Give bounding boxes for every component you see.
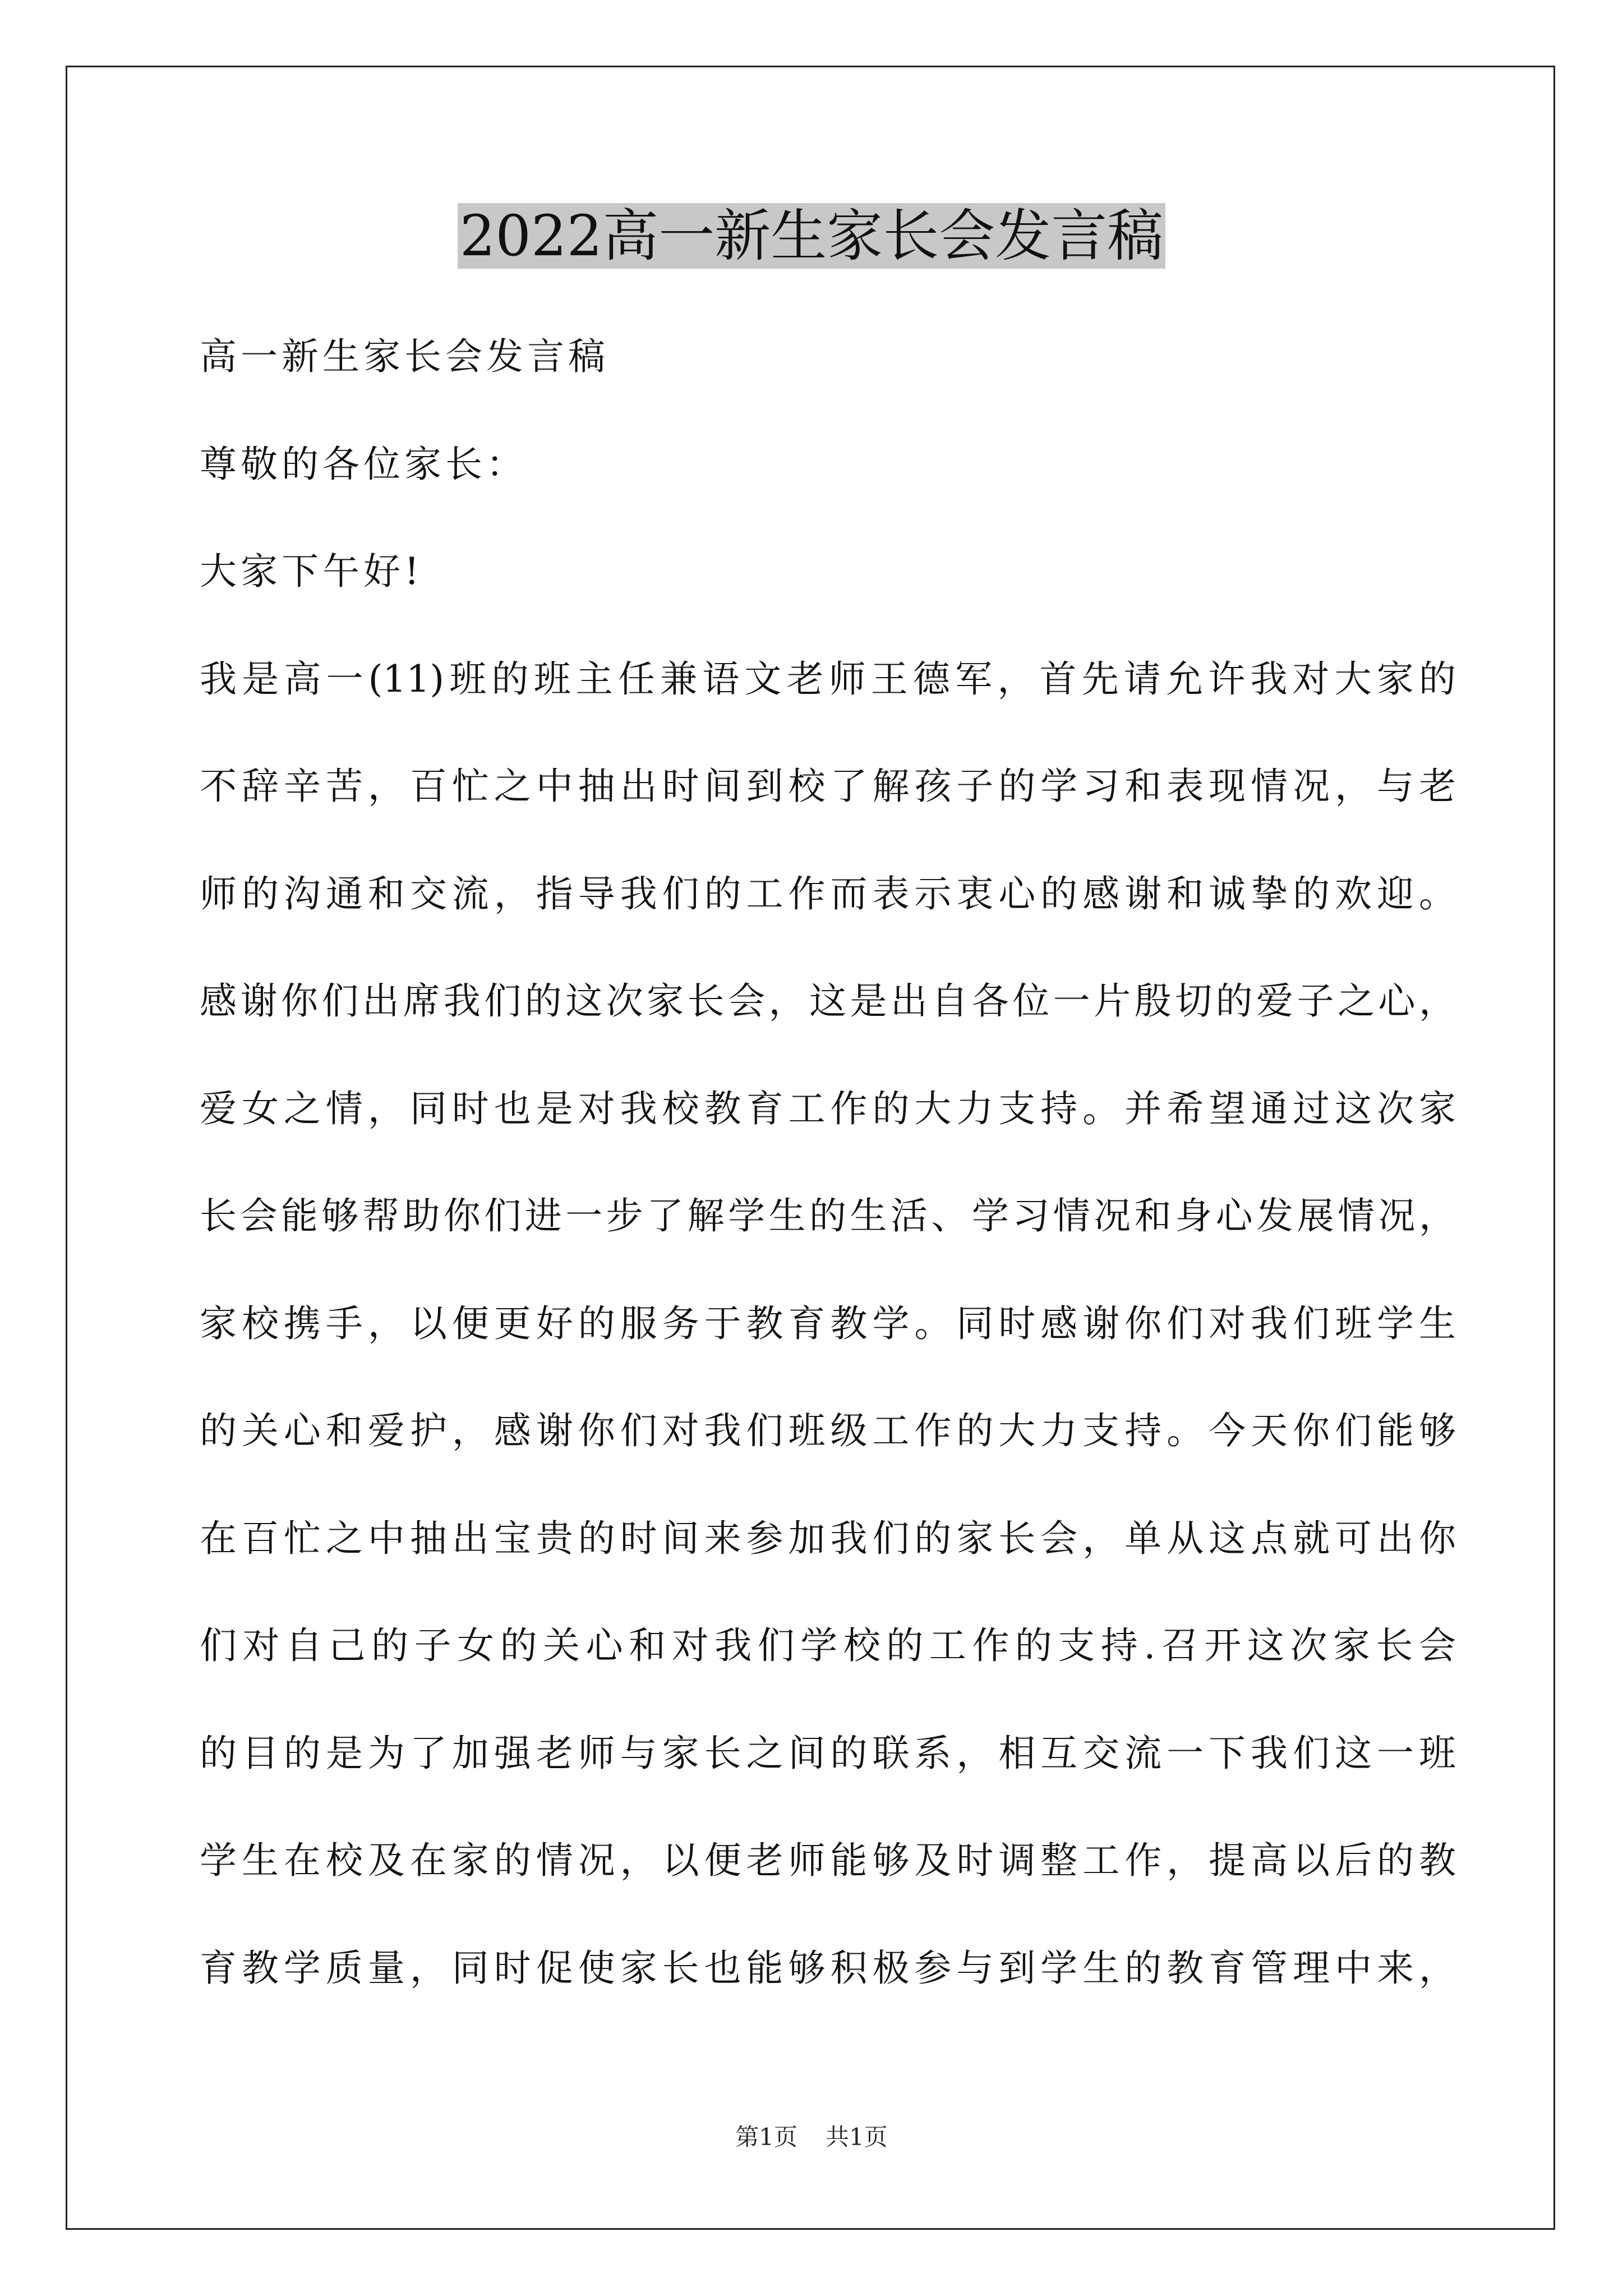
body-line: 家校携手，以便更好的服务于教育教学。同时感谢你们对我们班学生 bbox=[200, 1301, 1456, 1345]
document-title-text: 2022高一新生家长会发言稿 bbox=[458, 203, 1166, 269]
body-line: 在百忙之中抽出宝贵的时间来参加我们的家长会，单从这点就可出你 bbox=[200, 1516, 1456, 1560]
body-line: 爱女之情，同时也是对我校教育工作的大力支持。并希望通过这次家 bbox=[200, 1087, 1456, 1130]
body-line: 不辞辛苦，百忙之中抽出时间到校了解孩子的学习和表现情况，与老 bbox=[200, 765, 1456, 808]
page-number-current: 第1页 bbox=[735, 2123, 797, 2151]
body-line: 的目的是为了加强老师与家长之间的联系，相互交流一下我们这一班 bbox=[200, 1731, 1456, 1775]
body-line: 的关心和爱护，感谢你们对我们班级工作的大力支持。今天你们能够 bbox=[200, 1409, 1456, 1452]
body-line: 我是高一(11)班的班主任兼语文老师王德军，首先请允许我对大家的 bbox=[200, 657, 1456, 701]
body-line: 们对自己的子女的关心和对我们学校的工作的支持.召开这次家长会 bbox=[200, 1624, 1456, 1667]
body-line: 高一新生家长会发言稿 bbox=[200, 335, 609, 378]
document-body bbox=[200, 303, 1456, 2022]
body-line: 长会能够帮助你们进一步了解学生的生活、学习情况和身心发展情况， bbox=[200, 1194, 1456, 1237]
body-line: 师的沟通和交流，指导我们的工作而表示衷心的感谢和诚挚的欢迎。 bbox=[200, 872, 1456, 915]
body-line: 学生在校及在家的情况，以便老师能够及时调整工作，提高以后的教 bbox=[200, 1839, 1456, 1882]
body-line: 感谢你们出席我们的这次家长会，这是出自各位一片殷切的爱子之心， bbox=[200, 979, 1456, 1023]
document-title bbox=[0, 194, 1623, 278]
body-line: 尊敬的各位家长： bbox=[200, 442, 527, 486]
page-number-total: 共1页 bbox=[826, 2123, 888, 2151]
body-line: 育教学质量，同时促使家长也能够积极参与到学生的教育管理中来， bbox=[200, 1946, 1456, 1990]
page-footer bbox=[0, 2120, 1623, 2154]
body-line: 大家下午好! bbox=[200, 550, 423, 593]
